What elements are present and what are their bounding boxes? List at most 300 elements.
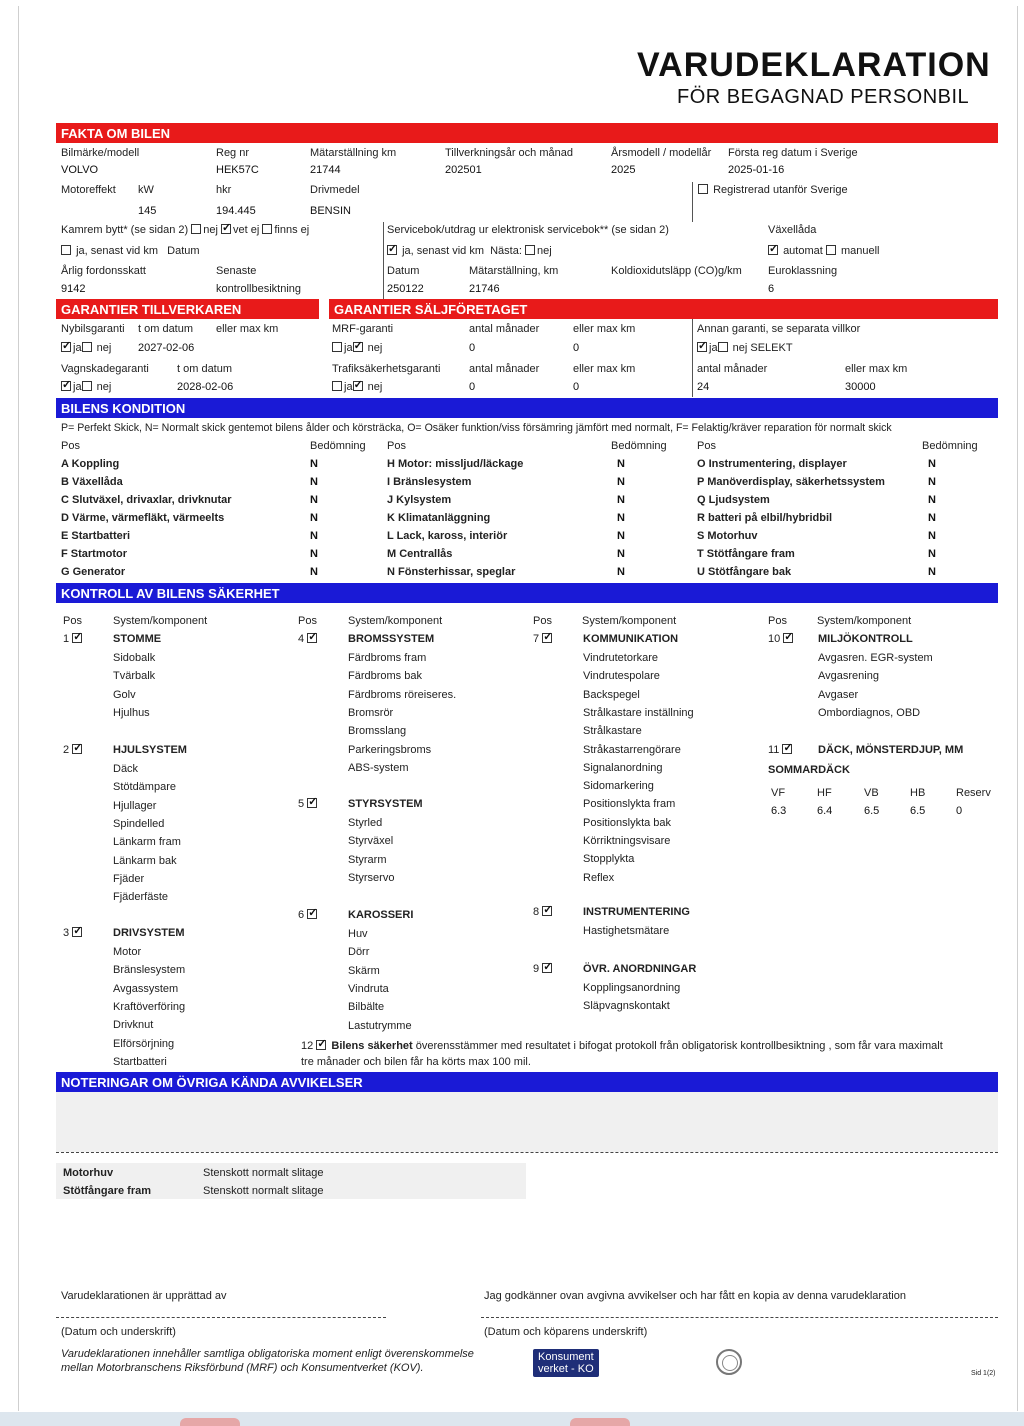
tire-value: 6.5 — [864, 805, 880, 817]
kondition-item: L Lack, kaross, interiör — [387, 530, 508, 542]
vagn-nej-checkbox[interactable] — [82, 381, 92, 391]
kamrem-row — [61, 224, 309, 236]
servicebok-ja-checkbox[interactable] — [387, 245, 397, 255]
kondition-item: K Klimatanläggning — [387, 512, 491, 524]
kondition-item: C Slutväxel, drivaxlar, drivknutar — [61, 494, 232, 506]
kontroll-component: Motor — [113, 946, 142, 958]
label-arsmodell: Årsmodell / modellår — [611, 147, 712, 159]
label-trafik: Trafiksäkerhetsgaranti — [332, 363, 441, 375]
nej-label: nej — [732, 342, 748, 354]
logo-line1: Konsument — [538, 1351, 594, 1363]
kontroll-group-name: INSTRUMENTERING — [583, 906, 690, 918]
finnsej-label: finns ej — [274, 224, 310, 236]
pos-number: 1 — [63, 633, 73, 645]
value-matarstallning: 21744 — [310, 164, 341, 176]
value-bilmarke: VOLVO — [61, 164, 99, 176]
kontroll-component: Elförsörjning — [113, 1037, 175, 1050]
trafik-ja-checkbox[interactable] — [332, 381, 342, 391]
kontroll-component: Färdbroms bak — [348, 670, 422, 683]
kondition-rating: N — [617, 548, 625, 560]
safety-checkbox[interactable] — [316, 1040, 326, 1050]
registrerad-label: Registrerad utanför Sverige — [713, 184, 848, 196]
signature-line-buyer[interactable] — [481, 1317, 998, 1318]
logo-line2: verket - KO — [538, 1363, 594, 1375]
kontroll-group-name: KOMMUNIKATION — [583, 633, 679, 645]
value-s-datum: 250122 — [387, 283, 424, 295]
kamrem-ja-checkbox[interactable] — [61, 245, 71, 255]
label-s-datum: Datum — [387, 265, 420, 277]
kondition-rating: N — [617, 530, 625, 542]
taskbar-icon[interactable] — [570, 1418, 630, 1426]
value-arsmodell: 2025 — [611, 164, 636, 176]
kondition-item: D Värme, värmefläkt, värmeelts — [61, 512, 225, 524]
kontroll-component: ABS-system — [348, 761, 409, 774]
kontroll-group-pos — [533, 906, 554, 918]
automat-checkbox[interactable] — [768, 245, 778, 255]
kontroll-component: Huv — [348, 928, 368, 940]
vagn-jn-row — [61, 381, 111, 393]
label-bedomning: Bedömning — [922, 440, 978, 452]
pos-number: 8 — [533, 906, 543, 918]
kontroll-group-pos — [298, 633, 319, 645]
pos-number: 7 — [533, 633, 543, 645]
divider-dashed — [56, 1152, 998, 1153]
checkbox-icon[interactable] — [698, 184, 708, 194]
kondition-rating: N — [617, 476, 625, 488]
footer-note-line1: Varudeklarationen innehåller samtliga obligatoriska moment enligt överenskommelse — [61, 1348, 474, 1360]
kondition-rating: N — [928, 458, 936, 470]
kontroll-component: Dörr — [348, 946, 370, 959]
document-page — [18, 6, 1018, 1411]
value-mrf-km: 0 — [573, 342, 580, 354]
kamrem-label: Kamrem bytt* (se sidan 2) — [61, 224, 189, 236]
kondition-item: E Startbatteri — [61, 530, 131, 542]
kontroll-component: Styrarm — [348, 853, 387, 866]
kontroll-component: Körriktningsvisare — [583, 835, 671, 847]
nybil-nej-checkbox[interactable] — [82, 342, 92, 352]
label-antal-man: antal månader — [469, 363, 540, 375]
kontroll-component: Hastighetsmätare — [583, 925, 670, 937]
nasta-label: Nästa: — [490, 245, 522, 257]
kontroll-group-pos — [533, 963, 554, 975]
pos-number: 5 — [298, 798, 308, 810]
kontroll-group-pos — [533, 633, 554, 645]
kamrem-vetej-checkbox[interactable] — [221, 224, 231, 234]
nybil-ja-checkbox[interactable] — [61, 342, 71, 352]
kondition-rating: N — [617, 566, 625, 578]
kondition-item: N Fönsterhissar, speglar — [387, 566, 516, 578]
tire-value: 6.4 — [817, 805, 833, 817]
pos-number: 10 — [768, 633, 784, 645]
value-tillverkning: 202501 — [445, 164, 482, 176]
kontroll-component: Styrled — [348, 817, 383, 829]
value-forsta-reg: 2025-01-16 — [728, 164, 785, 176]
label-drivmedel: Drivmedel — [310, 184, 360, 196]
kontroll-component: Däck — [113, 763, 139, 775]
kamrem-finnsej-checkbox[interactable] — [262, 224, 272, 234]
ja-senast-label: ja, senast vid km — [402, 245, 484, 257]
footer-note-line2: mellan Motorbranschens Riksförbund (MRF) och Konsumentverket (KOV). — [61, 1362, 424, 1374]
kondition-rating: N — [310, 476, 318, 488]
value-hkr: 194.445 — [216, 205, 256, 217]
tire-label: HB — [910, 787, 926, 799]
value-mrf-man: 0 — [469, 342, 476, 354]
pos-number: 4 — [298, 633, 308, 645]
kontroll-component: Backspegel — [583, 688, 640, 701]
kontroll-component: Strålkastare inställning — [583, 706, 694, 719]
kontroll-checkbox[interactable] — [307, 633, 317, 643]
value-trafik-km: 0 — [573, 381, 580, 393]
kondition-rating: N — [310, 548, 318, 560]
kontroll-component: Vindrutespolare — [583, 670, 660, 683]
kontroll-component: Färdbroms röreiseres. — [348, 688, 457, 701]
kondition-rating: N — [928, 566, 936, 578]
label-upprattad: Varudeklarationen är upprättad av — [61, 1290, 227, 1302]
kontroll-component: Positionslykta bak — [583, 816, 672, 829]
tire-label: HF — [817, 787, 832, 799]
kontroll-component: Stråkastarrengörare — [583, 743, 681, 756]
label-pos: Pos — [298, 615, 317, 627]
pos-number: 3 — [63, 927, 73, 939]
value-regnr: HEK57C — [216, 164, 259, 176]
value-drivmedel: BENSIN — [310, 205, 351, 217]
value-annan-man: 24 — [697, 381, 710, 393]
kondition-rating: N — [928, 530, 936, 542]
mrf-nej-checkbox[interactable] — [353, 342, 363, 352]
kondition-rating: N — [310, 530, 318, 542]
kontroll-checkbox[interactable] — [782, 744, 792, 754]
kondition-item: T Stötfångare fram — [697, 548, 795, 560]
nej-label: nej — [203, 224, 218, 236]
label-datum-kopare: (Datum och köparens underskrift) — [484, 1326, 648, 1338]
section-kontroll-header: KONTROLL AV BILENS SÄKERHET — [56, 583, 998, 603]
kontroll-checkbox[interactable] — [783, 633, 793, 643]
ja-senast-label: ja, senast vid km — [76, 245, 158, 257]
kontroll-component: Vindruta — [348, 982, 389, 995]
kontroll-component: Lastutrymme — [348, 1019, 412, 1032]
taskbar-strip — [0, 1412, 1024, 1426]
kondition-item: M Centrallås — [387, 548, 453, 560]
safety-statement-row — [301, 1040, 943, 1052]
ja-label: ja — [73, 381, 82, 393]
label-kontrollbesiktning: kontrollbesiktning — [216, 283, 301, 295]
label-motoreffekt: Motoreffekt — [61, 184, 116, 196]
value-euro: 6 — [768, 283, 775, 295]
label-system: System/komponent — [348, 615, 443, 627]
annan-ja-checkbox[interactable] — [697, 342, 707, 352]
safety-text-line1: överensstämmer med resultatet i bifogat protokoll från obligatorisk kontrollbesiktning , som får vara maximalt — [415, 1040, 943, 1052]
kondition-item: I Bränslesystem — [387, 476, 472, 488]
label-mrf: MRF-garanti — [332, 323, 394, 335]
label-pos: Pos — [697, 440, 716, 452]
kontroll-group-pos — [63, 744, 84, 756]
label-forsta-reg: Första reg datum i Sverige — [728, 147, 858, 159]
ja-label: ja — [709, 342, 718, 354]
nybil-jn-row — [61, 342, 111, 354]
seal-icon — [716, 1349, 742, 1375]
value-vagn-datum: 2028-02-06 — [177, 381, 234, 393]
nej-label: nej — [96, 342, 112, 354]
label-s-matar: Mätarställning, km — [469, 265, 559, 277]
safety-bold: Bilens säkerhet — [331, 1040, 413, 1052]
label-regnr: Reg nr — [216, 147, 250, 159]
kondition-rating: N — [928, 476, 936, 488]
tire-value: 6.5 — [910, 805, 926, 817]
nej-label: nej — [536, 245, 552, 257]
annan-jn-row — [697, 342, 793, 354]
kontroll-group-name: STYRSYSTEM — [348, 798, 423, 810]
kontroll-checkbox[interactable] — [307, 909, 317, 919]
label-tom-datum: t om datum — [177, 363, 233, 375]
divider — [383, 222, 384, 300]
kontroll-component: Avgaser — [818, 688, 859, 701]
kontroll-component: Vindrutetorkare — [583, 652, 659, 664]
kontroll-group-pos — [768, 744, 794, 756]
trafik-jn-row — [332, 381, 382, 393]
kondition-legend: P= Perfekt Skick, N= Normalt skick gentemot bilens ålder och körsträcka, O= Osäker funktion/viss försämring jämfört med normalt, F= Felaktig/kräver reparation för normalt skick — [61, 422, 892, 434]
manuell-label: manuell — [840, 245, 880, 257]
kondition-item: O Instrumentering, displayer — [697, 458, 847, 470]
label-pos: Pos — [63, 615, 82, 627]
value-trafik-man: 0 — [469, 381, 476, 393]
label-datum-underskrift: (Datum och underskrift) — [61, 1326, 176, 1338]
automat-label: automat — [783, 245, 823, 257]
noteringar-freetext-area[interactable] — [56, 1092, 998, 1152]
selekt-value: SELEKT — [750, 342, 793, 354]
label-bedomning: Bedömning — [611, 440, 667, 452]
kontroll-group-name: KAROSSERI — [348, 909, 414, 921]
manuell-checkbox[interactable] — [826, 245, 836, 255]
kontroll-group-name: BROMSSYSTEM — [348, 633, 435, 645]
kontroll-checkbox[interactable] — [542, 963, 552, 973]
label-max-km: eller max km — [216, 323, 279, 335]
note-label: Stötfångare fram — [63, 1185, 152, 1197]
value-s-matar: 21746 — [469, 283, 500, 295]
kontroll-component: Släpvagnskontakt — [583, 1000, 670, 1013]
kondition-item: G Generator — [61, 566, 126, 578]
kontroll-component: Kopplingsanordning — [583, 982, 681, 994]
kontroll-component: Fjäderfäste — [113, 891, 169, 904]
kontroll-group-name: HJULSYSTEM — [113, 744, 187, 756]
label-senaste: Senaste — [216, 265, 257, 277]
kondition-rating: N — [617, 494, 625, 506]
kondition-item: Q Ljudsystem — [697, 494, 770, 506]
kontroll-group-name: DRIVSYSTEM — [113, 927, 185, 939]
vetej-label: vet ej — [232, 224, 260, 236]
kontroll-component: Stopplykta — [583, 853, 635, 866]
divider — [692, 182, 693, 222]
label-pos: Pos — [61, 440, 80, 452]
label-arlig-skatt: Årlig fordonsskatt — [61, 265, 146, 277]
kontroll-component: Golv — [113, 688, 136, 701]
datum-label: Datum — [167, 245, 200, 257]
kontroll-component: Drivknut — [113, 1019, 154, 1032]
section-noteringar-header: NOTERINGAR OM ÖVRIGA KÄNDA AVVIKELSER — [56, 1072, 998, 1092]
kontroll-group-pos — [298, 798, 319, 810]
kontroll-group-pos — [63, 927, 84, 939]
kontroll-group-name: ÖVR. ANORDNINGAR — [583, 963, 697, 975]
value-arlig-skatt: 9142 — [61, 283, 86, 295]
note-label: Motorhuv — [63, 1167, 114, 1179]
kontroll-component: Skärm — [348, 964, 380, 977]
note-text: Stenskott normalt slitage — [203, 1185, 324, 1197]
signature-line-seller[interactable] — [56, 1317, 386, 1318]
label-tom-datum: t om datum — [138, 323, 194, 335]
kondition-rating: N — [310, 512, 318, 524]
kondition-rating: N — [928, 512, 936, 524]
mrf-ja-checkbox[interactable] — [332, 342, 342, 352]
tire-value: 6.3 — [771, 805, 787, 817]
tire-label: VF — [771, 787, 786, 799]
kontroll-component: Ombordiagnos, OBD — [818, 706, 921, 719]
label-hkr: hkr — [216, 184, 232, 196]
divider — [692, 319, 693, 397]
kontroll-component: Stötdämpare — [113, 781, 176, 794]
kondition-item: J Kylsystem — [387, 494, 452, 506]
value-nybil-datum: 2027-02-06 — [138, 342, 195, 354]
kontroll-component: Strålkastare — [583, 725, 642, 738]
kontroll-component: Fjäder — [113, 872, 145, 885]
label-euro: Euroklassning — [768, 265, 838, 277]
kontroll-checkbox[interactable] — [542, 906, 552, 916]
section-garantier-saljforetaget-header: GARANTIER SÄLJFÖRETAGET — [329, 299, 998, 319]
ja-label: ja — [344, 381, 353, 393]
kondition-item: P Manöverdisplay, säkerhetssystem — [697, 476, 885, 488]
value-annan-km: 30000 — [845, 381, 876, 393]
kontroll-checkbox[interactable] — [72, 633, 82, 643]
kondition-item: F Startmotor — [61, 548, 127, 560]
kontroll-checkbox[interactable] — [72, 744, 82, 754]
kontroll-component: Länkarm bak — [113, 854, 177, 867]
label-koldioxid: Koldioxidutsläpp (CO)g/km — [611, 265, 742, 277]
registrerad-utanfor-checkbox[interactable] — [698, 184, 848, 196]
section-garantier-tillverkaren-header: GARANTIER TILLVERKAREN — [56, 299, 319, 319]
servicebok-nej-checkbox[interactable] — [525, 245, 535, 255]
kontroll-component: Bränslesystem — [113, 964, 186, 977]
kontroll-component: Hjullager — [113, 799, 157, 812]
pos-number: 11 — [768, 744, 783, 756]
label-sommardack: SOMMARDÄCK — [768, 764, 850, 776]
kontroll-component: Länkarm fram — [113, 836, 181, 849]
kontroll-checkbox[interactable] — [72, 927, 82, 937]
kondition-rating: N — [617, 512, 625, 524]
kontroll-component: Tvärbalk — [113, 670, 156, 683]
kontroll-component: Reflex — [583, 871, 615, 884]
annan-nej-checkbox[interactable] — [718, 342, 728, 352]
label-pos: Pos — [387, 440, 406, 452]
label-pos: Pos — [768, 615, 787, 627]
document-subtitle: FÖR BEGAGNAD PERSONBIL — [677, 86, 970, 108]
kontroll-component: Avgassystem — [113, 982, 179, 995]
vagn-ja-checkbox[interactable] — [61, 381, 71, 391]
kontroll-checkbox[interactable] — [307, 798, 317, 808]
tire-label: VB — [864, 787, 879, 799]
label-max-km: eller max km — [573, 323, 636, 335]
label-tillverkning: Tillverkningsår och månad — [445, 147, 573, 159]
kontroll-group-name: STOMME — [113, 633, 162, 645]
kondition-rating: N — [310, 494, 318, 506]
document-title: VARUDEKLARATION — [637, 46, 991, 84]
label-servicebok: Servicebok/utdrag ur elektronisk servicebok** (se sidan 2) — [387, 224, 669, 236]
kondition-item: A Koppling — [61, 458, 120, 470]
kontroll-group-pos — [298, 909, 319, 921]
kontroll-component: Kraftöverföring — [113, 1000, 186, 1013]
kontroll-group-name: MILJÖKONTROLL — [818, 633, 913, 645]
ja-label: ja — [344, 342, 353, 354]
servicebok-ja-row — [387, 245, 552, 257]
nej-label: nej — [367, 342, 383, 354]
kondition-rating: N — [310, 566, 318, 578]
kondition-rating: N — [617, 458, 625, 470]
label-kw: kW — [138, 184, 154, 196]
kontroll-component: Bromsslang — [348, 725, 407, 738]
kondition-item: H Motor: missljud/läckage — [387, 458, 524, 470]
label-nybilsgaranti: Nybilsgaranti — [61, 323, 125, 335]
kontroll-checkbox[interactable] — [542, 633, 552, 643]
section-kondition-header: BILENS KONDITION — [56, 398, 998, 418]
value-kw: 145 — [138, 205, 157, 217]
kontroll-component: Parkeringsbroms — [348, 743, 432, 756]
section-fakta-header: FAKTA OM BILEN — [56, 123, 998, 143]
nej-label: nej — [96, 381, 112, 393]
konsumentverket-logo — [533, 1349, 599, 1377]
kontroll-component: Sidobalk — [113, 652, 156, 664]
kondition-item: U Stötfångare bak — [697, 566, 792, 578]
kondition-rating: N — [928, 548, 936, 560]
label-godkanner: Jag godkänner ovan avgivna avvikelser och har fått en kopia av denna varudeklaration — [484, 1290, 906, 1302]
kontroll-group-name: DÄCK, MÖNSTERDJUP, MM — [818, 744, 964, 756]
label-vaxellada: Växellåda — [768, 224, 817, 236]
taskbar-icon[interactable] — [180, 1418, 240, 1426]
label-vagnskadegaranti: Vagnskadegaranti — [61, 363, 149, 375]
nej-label: nej — [367, 381, 383, 393]
label-max-km: eller max km — [845, 363, 908, 375]
kontroll-component: Hjulhus — [113, 706, 150, 719]
pos-number: 2 — [63, 744, 73, 756]
kontroll-group-pos — [63, 633, 84, 645]
kondition-rating: N — [310, 458, 318, 470]
pos-number: 12 — [301, 1040, 314, 1052]
kontroll-group-pos — [768, 633, 795, 645]
kontroll-component: Avgasrening — [818, 670, 879, 683]
kondition-item: B Växellåda — [61, 476, 123, 488]
tire-label: Reserv — [956, 787, 991, 799]
label-pos: Pos — [533, 615, 552, 627]
kontroll-component: Bilbälte — [348, 1001, 385, 1014]
pos-number: 9 — [533, 963, 543, 975]
trafik-nej-checkbox[interactable] — [353, 381, 363, 391]
kamrem-nej-checkbox[interactable] — [191, 224, 201, 234]
label-system: System/komponent — [817, 615, 912, 627]
vaxellada-row — [768, 245, 879, 257]
kondition-item: S Motorhuv — [697, 530, 758, 542]
kontroll-component: Signalanordning — [583, 761, 663, 774]
kontroll-component: Spindelled — [113, 817, 165, 830]
kontroll-component: Styrservo — [348, 871, 395, 884]
label-antal-man: antal månader — [469, 323, 540, 335]
kondition-item: R batteri på elbil/hybridbil — [697, 512, 833, 524]
kontroll-component: Startbatteri — [113, 1055, 167, 1068]
pos-number: 6 — [298, 909, 308, 921]
label-max-km: eller max km — [573, 363, 636, 375]
kontroll-component: Positionslykta fram — [583, 798, 676, 811]
kontroll-component: Styrväxel — [348, 835, 394, 848]
label-bedomning: Bedömning — [310, 440, 366, 452]
label-matarstallning: Mätarställning km — [310, 147, 397, 159]
label-annan-garanti: Annan garanti, se separata villkor — [697, 323, 861, 335]
label-system: System/komponent — [582, 615, 677, 627]
ja-label: ja — [73, 342, 82, 354]
